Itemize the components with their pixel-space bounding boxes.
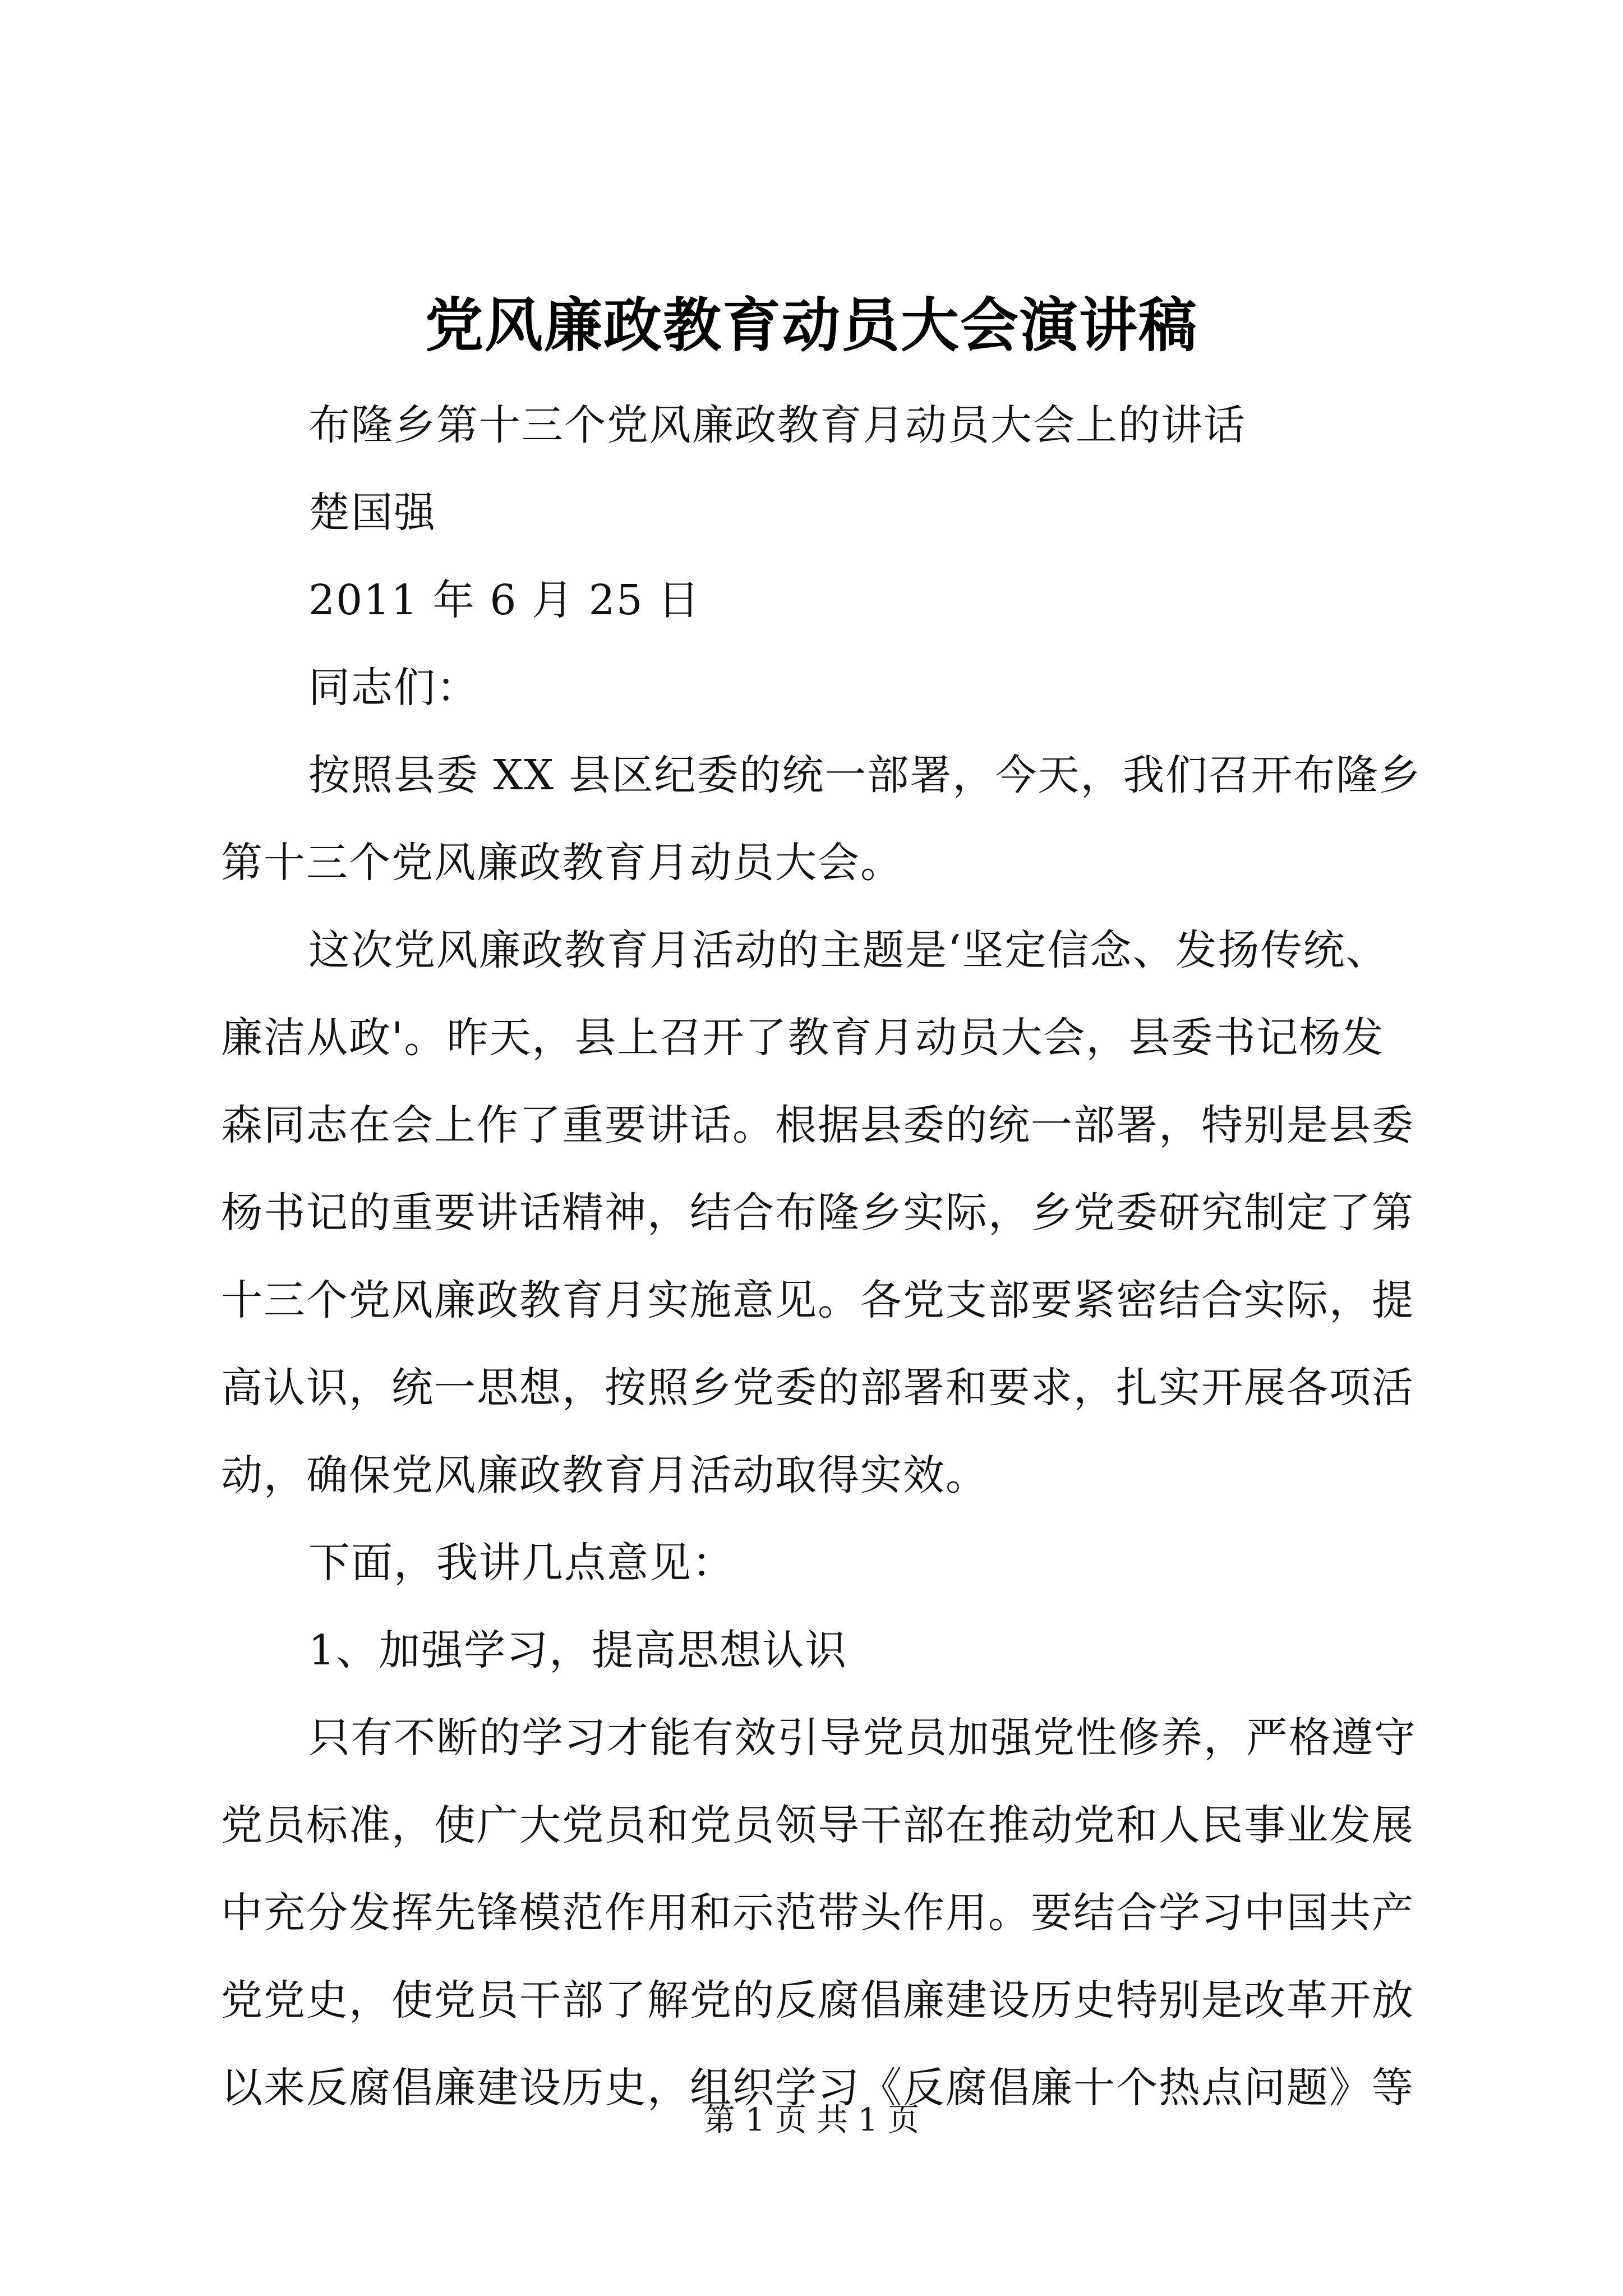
paragraph-line: 只有不断的学习才能有效引导党员加强党性修养，严格遵守 — [308, 1714, 1417, 1762]
paragraph-line: 第十三个党风廉政教育月动员大会。 — [221, 839, 903, 887]
page-footer: 第 1 页 共 1 页 — [703, 2102, 920, 2138]
subtitle-line: 布隆乡第十三个党风廉政教育月动员大会上的讲话 — [308, 401, 1246, 449]
paragraph-line: 高认识，统一思想，按照乡党委的部署和要求，扎实开展各项活 — [221, 1364, 1414, 1412]
paragraph-line: 党员标准，使广大党员和党员领导干部在推动党和人民事业发展 — [221, 1801, 1414, 1849]
paragraph-line: 按照县委 XX 县区纪委的统一部署，今天，我们召开布隆乡 — [308, 751, 1422, 799]
paragraph-line: 以来反腐倡廉建设历史，组织学习《反腐倡廉十个热点问题》等 — [221, 2064, 1414, 2112]
section-heading: 1、加强学习，提高思想认识 — [308, 1626, 848, 1674]
paragraph-line: 森同志在会上作了重要讲话。根据县委的统一部署，特别是县委 — [221, 1101, 1414, 1149]
paragraph-line: 廉洁从政'。昨天，县上召开了教育月动员大会，县委书记杨发 — [221, 1014, 1385, 1062]
date-line: 2011 年 6 月 25 日 — [308, 576, 701, 624]
salutation-line: 同志们： — [308, 664, 479, 712]
paragraph-line: 党党史，使党员干部了解党的反腐倡廉建设历史特别是改革开放 — [221, 1976, 1414, 2024]
author-line: 楚国强 — [308, 489, 436, 537]
paragraph-line: 杨书记的重要讲话精神，结合布隆乡实际，乡党委研究制定了第 — [221, 1189, 1414, 1237]
document-body — [221, 381, 1421, 2132]
paragraph-line: 下面，我讲几点意见： — [308, 1539, 735, 1587]
paragraph-line: 这次党风廉政教育月活动的主题是‘坚定信念、发扬传统、 — [308, 926, 1389, 974]
paragraph-line: 中充分发挥先锋模范作用和示范带头作用。要结合学习中国共产 — [221, 1889, 1414, 1937]
document-title: 党风廉政教育动员大会演讲稿 — [425, 291, 1198, 360]
paragraph-line: 动，确保党风廉政教育月活动取得实效。 — [221, 1451, 988, 1499]
paragraph-line: 十三个党风廉政教育月实施意见。各党支部要紧密结合实际，提 — [221, 1276, 1414, 1324]
